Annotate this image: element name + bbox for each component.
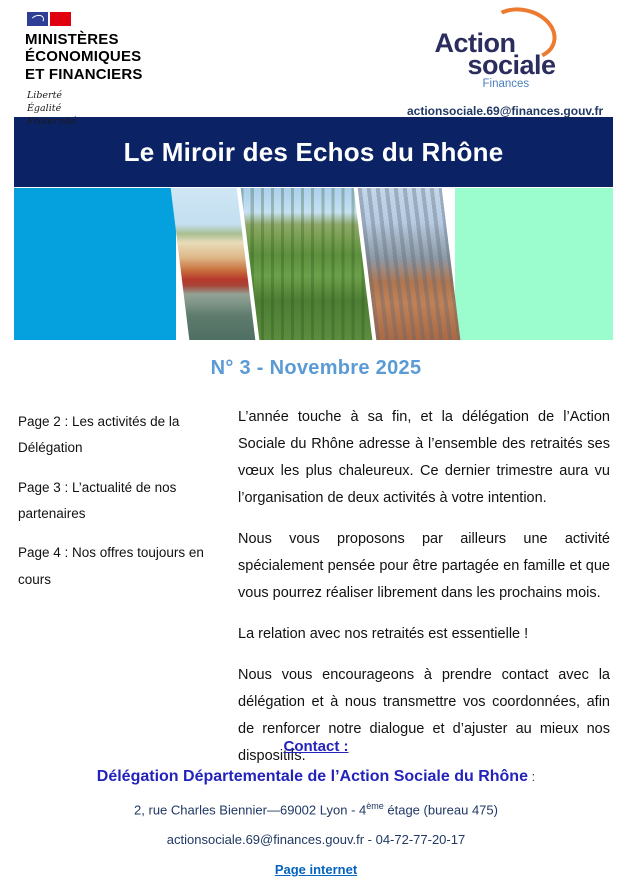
photo-city-skyline [358, 188, 461, 340]
content-columns [0, 380, 632, 784]
ministry-line-1: MINISTÈRES [25, 31, 119, 48]
table-of-contents [18, 404, 214, 784]
toc-item-page4: Page 4 : Nos offres toujours en cours [18, 545, 204, 587]
flag-blue-marianne-icon [27, 12, 48, 26]
paragraph-4: Nous vous encourageons à prendre contact avec la délégation et à nous transmettre vos coordonnées, afin de renforcer notre dialogue et d’ajuster au mieux nos dispositifs. [238, 666, 610, 764]
contact-org-suffix: : [527, 769, 536, 784]
photo-vineyard [241, 188, 373, 340]
address-text-end: étage (bureau 475) [383, 802, 498, 818]
toc-item-page3: Page 3 : L’actualité de nos partenaires [18, 479, 177, 521]
motto-liberte: Liberté [27, 90, 63, 102]
ministry-name [25, 31, 215, 83]
address-superscript: ème [366, 801, 384, 811]
contact-org-name: Délégation Départementale de l’Action Sociale du Rhône [96, 768, 528, 785]
motto-fraternite: Fraternité [27, 115, 77, 127]
contact-organization [0, 768, 632, 786]
contact-address [0, 801, 632, 817]
issue-title: N° 3 - Novembre 2025 [210, 357, 422, 379]
ministry-line-2: ÉCONOMIQUES [25, 48, 142, 66]
editorial-text [238, 404, 610, 784]
contact-section [0, 738, 632, 879]
logo-word-action: Action [434, 28, 516, 58]
action-sociale-logo [434, 16, 565, 90]
ministry-logo [25, 12, 215, 127]
flag-red-icon [50, 12, 71, 26]
newsletter-title: Le Miroir des Echos du Rhône [123, 136, 504, 167]
contact-heading: Contact : [283, 738, 349, 755]
french-flag-icon [27, 12, 215, 26]
motto-egalite: Égalité [27, 102, 62, 114]
action-sociale-block [407, 12, 604, 118]
photo-strip [14, 188, 613, 340]
logo-word-finances: Finances [482, 78, 530, 90]
paragraph-1: L’année touche à sa fin, et la délégation de l’Action Sociale du Rhône adresse à l’ensemble des retraités ses vœux les plus chaleureux. Ce dernier trimestre aura vu l’organisation de deux activités à votre intention. [238, 409, 610, 506]
contact-email-phone: actionsociale.69@finances.gouv.fr - 04-72-77-20-17 [166, 832, 466, 848]
republic-motto [27, 90, 215, 128]
paragraph-3: La relation avec nos retraités est essentielle ! [238, 625, 529, 642]
color-block-mint [455, 188, 613, 340]
toc-item-page2: Page 2 : Les activités de la Délégation [18, 414, 180, 456]
logo-word-sociale: sociale [467, 50, 556, 80]
internet-page-link[interactable]: Page internet [274, 862, 358, 878]
color-block-cyan [14, 188, 176, 340]
paragraph-2: Nous vous proposons par ailleurs une activité spécialement pensée pour être partagée en famille et que vous pourrez réaliser librement dans les prochains mois. [238, 530, 610, 601]
page-header [0, 0, 632, 127]
ministry-line-3: ET FINANCIERS [25, 65, 143, 83]
header-email[interactable]: actionsociale.69@finances.gouv.fr [407, 104, 604, 118]
address-text: 2, rue Charles Biennier—69002 Lyon - 4 [134, 802, 367, 818]
